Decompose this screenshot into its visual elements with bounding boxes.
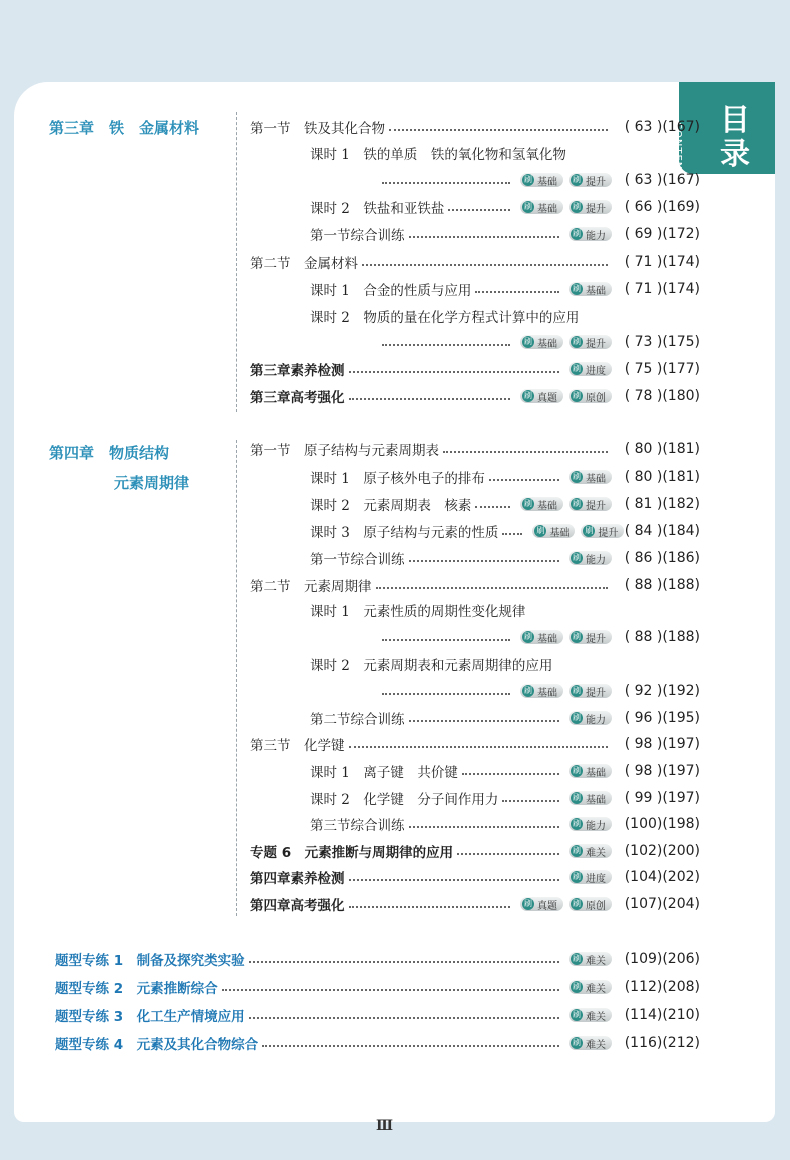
level-badge-label: 基础 bbox=[537, 176, 557, 188]
brush-icon: 刷 bbox=[573, 1038, 581, 1047]
toc-entry[interactable] bbox=[310, 278, 700, 300]
page-ref: (102)(200) bbox=[624, 843, 700, 859]
level-badge bbox=[569, 173, 612, 187]
page-ref: ( 63 )(167) bbox=[624, 119, 700, 135]
brush-icon: 刷 bbox=[573, 686, 581, 695]
brush-icon: 刷 bbox=[524, 337, 532, 346]
dot-leader bbox=[462, 773, 559, 775]
dot-leader bbox=[489, 479, 559, 481]
brush-icon: 刷 bbox=[585, 526, 594, 535]
page-ref: ( 78 )(180) bbox=[624, 388, 700, 404]
dot-leader bbox=[389, 129, 608, 131]
toc-entry[interactable] bbox=[310, 653, 552, 675]
toc-entry-label: 课时 2 物质的量在化学方程式计算中的应用 bbox=[310, 310, 580, 326]
dot-leader bbox=[502, 533, 522, 535]
brush-icon: 刷 bbox=[573, 982, 581, 991]
toc-entry-label: 第一节 原子结构与元素周期表 bbox=[250, 443, 439, 459]
dot-leader bbox=[349, 371, 560, 373]
level-badge-label: 能力 bbox=[586, 554, 606, 566]
dot-leader bbox=[262, 1045, 559, 1047]
brush-icon: 刷 bbox=[573, 175, 581, 184]
toc-entry[interactable] bbox=[378, 626, 700, 648]
level-badge bbox=[569, 870, 612, 884]
dot-leader bbox=[475, 506, 510, 508]
toc-entry-label: 课时 1 离子键 共价键 bbox=[310, 765, 458, 781]
toc-entry[interactable] bbox=[55, 1032, 700, 1054]
toc-entry[interactable] bbox=[250, 866, 700, 888]
level-badge-label: 原创 bbox=[586, 900, 606, 912]
toc-entry[interactable] bbox=[250, 251, 700, 273]
level-badge-label: 基础 bbox=[586, 285, 606, 297]
dot-leader bbox=[475, 291, 559, 293]
toc-entry[interactable] bbox=[310, 142, 566, 164]
toc-entry-label: 第二节综合训练 bbox=[310, 712, 405, 728]
level-badge bbox=[569, 630, 612, 644]
brush-icon: 刷 bbox=[573, 872, 581, 881]
toc-entry-label: 第三节综合训练 bbox=[310, 818, 405, 834]
brush-icon: 刷 bbox=[524, 499, 532, 508]
level-badge-label: 能力 bbox=[586, 230, 606, 242]
page-ref: ( 88 )(188) bbox=[624, 629, 700, 645]
level-badge bbox=[569, 1036, 612, 1050]
page-ref: (107)(204) bbox=[624, 896, 700, 912]
brush-icon: 刷 bbox=[573, 819, 581, 828]
brush-icon: 刷 bbox=[573, 793, 581, 802]
toc-entry-label: 第一节综合训练 bbox=[310, 552, 405, 568]
level-badge-label: 基础 bbox=[586, 794, 606, 806]
dot-leader bbox=[502, 800, 559, 802]
brush-icon: 刷 bbox=[573, 713, 581, 722]
toc-entry[interactable] bbox=[250, 358, 700, 380]
brush-icon: 刷 bbox=[524, 632, 532, 641]
level-badge bbox=[569, 952, 612, 966]
toc-entry[interactable] bbox=[250, 840, 700, 862]
contents-title: 目录 bbox=[720, 103, 750, 172]
dot-leader bbox=[443, 451, 608, 453]
toc-entry[interactable] bbox=[310, 813, 700, 835]
toc-entry-label: 第三节 化学键 bbox=[250, 738, 345, 754]
dot-leader bbox=[382, 693, 510, 695]
level-badge bbox=[520, 389, 563, 403]
page-ref: ( 99 )(197) bbox=[624, 790, 700, 806]
page-ref: (109)(206) bbox=[624, 951, 700, 967]
toc-entry[interactable] bbox=[378, 331, 700, 353]
toc-entry[interactable] bbox=[55, 1004, 700, 1026]
level-badge-label: 基础 bbox=[537, 687, 557, 699]
level-badge bbox=[569, 791, 612, 805]
toc-entry-label: 课时 3 原子结构与元素的性质 bbox=[310, 525, 499, 541]
toc-entry[interactable] bbox=[310, 760, 700, 782]
page-ref: (114)(210) bbox=[624, 1007, 700, 1023]
toc-entry[interactable] bbox=[310, 787, 700, 809]
page-ref: ( 80 )(181) bbox=[624, 469, 700, 485]
toc-entry-label: 题型专练 1 制备及探究类实验 bbox=[55, 953, 245, 969]
level-badge-label: 提升 bbox=[586, 176, 606, 188]
brush-icon: 刷 bbox=[573, 202, 581, 211]
dot-leader bbox=[349, 879, 560, 881]
page-ref: ( 81 )(182) bbox=[624, 496, 700, 512]
page-ref: ( 92 )(192) bbox=[624, 683, 700, 699]
page-ref: ( 66 )(169) bbox=[624, 199, 700, 215]
toc-entry[interactable] bbox=[55, 948, 700, 970]
toc-entry[interactable] bbox=[250, 574, 700, 596]
page-ref: ( 71 )(174) bbox=[624, 281, 700, 297]
dot-leader bbox=[409, 236, 560, 238]
brush-icon: 刷 bbox=[573, 229, 581, 238]
level-badge bbox=[569, 844, 612, 858]
brush-icon: 刷 bbox=[573, 846, 581, 855]
page-ref: (100)(198) bbox=[624, 816, 700, 832]
level-badge-label: 提升 bbox=[598, 527, 619, 539]
page-number: Ⅲ bbox=[376, 1118, 394, 1134]
level-badge bbox=[569, 335, 612, 349]
dot-leader bbox=[222, 989, 559, 991]
chapter-4-divider bbox=[236, 440, 237, 916]
level-badge bbox=[520, 173, 563, 187]
toc-entry[interactable] bbox=[310, 599, 525, 621]
level-badge bbox=[569, 282, 612, 296]
dot-leader bbox=[382, 182, 510, 184]
level-badge bbox=[569, 551, 612, 565]
page-ref: ( 98 )(197) bbox=[624, 763, 700, 779]
chapter-3-title: 第三章 铁 金属材料 bbox=[49, 119, 200, 137]
toc-entry-label: 第四章素养检测 bbox=[250, 871, 345, 887]
toc-entry[interactable] bbox=[310, 493, 700, 515]
toc-entry[interactable] bbox=[310, 466, 700, 488]
level-badge bbox=[520, 335, 563, 349]
dot-leader bbox=[382, 639, 510, 641]
level-badge bbox=[569, 711, 612, 725]
level-badge-label: 能力 bbox=[586, 820, 606, 832]
toc-entry[interactable] bbox=[310, 547, 700, 569]
level-badge-label: 能力 bbox=[586, 714, 606, 726]
brush-icon: 刷 bbox=[573, 954, 581, 963]
dot-leader bbox=[448, 209, 510, 211]
toc-entry-label: 第一节综合训练 bbox=[310, 228, 405, 244]
level-badge-label: 难关 bbox=[586, 955, 606, 967]
toc-entry-label: 课时 2 化学键 分子间作用力 bbox=[310, 792, 499, 808]
toc-entry-label: 课时 1 铁的单质 铁的氧化物和氢氧化物 bbox=[310, 147, 566, 163]
brush-icon: 刷 bbox=[573, 337, 581, 346]
level-badge-label: 基础 bbox=[537, 500, 557, 512]
level-badge-label: 基础 bbox=[537, 633, 557, 645]
level-badge bbox=[569, 362, 612, 376]
page-ref: ( 69 )(172) bbox=[624, 226, 700, 242]
brush-icon: 刷 bbox=[524, 175, 532, 184]
level-badge-label: 难关 bbox=[586, 983, 606, 995]
toc-entry-label: 课时 2 元素周期表 核素 bbox=[310, 498, 472, 514]
toc-entry[interactable] bbox=[250, 116, 700, 138]
level-badge-label: 基础 bbox=[537, 338, 557, 350]
level-badge-label: 原创 bbox=[586, 392, 606, 404]
toc-entry[interactable] bbox=[310, 707, 700, 729]
contents-subtitle: CONTENTS bbox=[672, 122, 683, 185]
dot-leader bbox=[457, 853, 559, 855]
level-badge-label: 进度 bbox=[586, 365, 606, 377]
level-badge bbox=[581, 524, 624, 538]
dot-leader bbox=[409, 826, 560, 828]
page-ref: ( 73 )(175) bbox=[624, 334, 700, 350]
toc-entry-label: 第三章高考强化 bbox=[250, 390, 345, 406]
level-badge bbox=[569, 497, 612, 511]
dot-leader bbox=[349, 398, 511, 400]
toc-entry-label: 第三章素养检测 bbox=[250, 363, 345, 379]
level-badge-label: 基础 bbox=[549, 527, 570, 539]
toc-entry[interactable] bbox=[250, 893, 700, 915]
dot-leader bbox=[349, 746, 609, 748]
brush-icon: 刷 bbox=[573, 364, 581, 373]
level-badge bbox=[569, 389, 612, 403]
level-badge bbox=[520, 897, 563, 911]
toc-entry[interactable] bbox=[250, 438, 700, 460]
level-badge-label: 真题 bbox=[537, 900, 557, 912]
toc-entry-label: 题型专练 2 元素推断综合 bbox=[55, 981, 218, 997]
toc-entry-label: 题型专练 3 化工生产情境应用 bbox=[55, 1009, 245, 1025]
toc-entry-label: 第二节 元素周期律 bbox=[250, 579, 372, 595]
level-badge-label: 提升 bbox=[586, 687, 606, 699]
toc-entry-label: 课时 1 合金的性质与应用 bbox=[310, 283, 472, 299]
level-badge bbox=[520, 497, 563, 511]
toc-entry[interactable] bbox=[310, 305, 579, 327]
page-ref: (116)(212) bbox=[624, 1035, 700, 1051]
toc-entry-label: 课时 2 铁盐和亚铁盐 bbox=[310, 201, 445, 217]
page-ref: ( 63 )(167) bbox=[624, 172, 700, 188]
brush-icon: 刷 bbox=[573, 899, 581, 908]
level-badge-label: 基础 bbox=[586, 473, 606, 485]
level-badge-label: 基础 bbox=[586, 767, 606, 779]
toc-entry[interactable] bbox=[310, 196, 700, 218]
level-badge bbox=[532, 524, 575, 538]
level-badge bbox=[569, 764, 612, 778]
level-badge bbox=[569, 1008, 612, 1022]
brush-icon: 刷 bbox=[573, 1010, 581, 1019]
chapter-3-divider bbox=[236, 112, 237, 412]
toc-entry-label: 课时 1 元素性质的周期性变化规律 bbox=[310, 604, 526, 620]
toc-entry[interactable] bbox=[250, 733, 700, 755]
page-ref: ( 86 )(186) bbox=[624, 550, 700, 566]
dot-leader bbox=[409, 560, 560, 562]
level-badge-label: 提升 bbox=[586, 500, 606, 512]
level-badge-label: 提升 bbox=[586, 633, 606, 645]
toc-entry-label: 课时 1 原子核外电子的排布 bbox=[310, 471, 485, 487]
toc-entry-label: 第一节 铁及其化合物 bbox=[250, 121, 385, 137]
brush-icon: 刷 bbox=[524, 391, 532, 400]
brush-icon: 刷 bbox=[573, 766, 581, 775]
level-badge bbox=[569, 684, 612, 698]
page-ref: ( 84 )(184) bbox=[624, 523, 700, 539]
dot-leader bbox=[362, 264, 608, 266]
page-ref: ( 96 )(195) bbox=[624, 710, 700, 726]
level-badge-label: 提升 bbox=[586, 203, 606, 215]
dot-leader bbox=[349, 906, 511, 908]
toc-entry-label: 专题 6 元素推断与周期律的应用 bbox=[250, 845, 454, 861]
brush-icon: 刷 bbox=[524, 686, 532, 695]
dot-leader bbox=[409, 720, 560, 722]
level-badge-label: 难关 bbox=[586, 847, 606, 859]
dot-leader bbox=[376, 587, 609, 589]
brush-icon: 刷 bbox=[573, 632, 581, 641]
toc-entry-label: 第四章高考强化 bbox=[250, 898, 345, 914]
toc-entry[interactable] bbox=[250, 385, 700, 407]
level-badge bbox=[520, 630, 563, 644]
chapter-4-title: 第四章 物质结构 元素周期律 bbox=[49, 444, 190, 492]
brush-icon: 刷 bbox=[573, 553, 581, 562]
toc-entry[interactable] bbox=[310, 520, 700, 542]
level-badge bbox=[520, 684, 563, 698]
level-badge-label: 真题 bbox=[537, 392, 557, 404]
brush-icon: 刷 bbox=[524, 899, 532, 908]
brush-icon: 刷 bbox=[573, 391, 581, 400]
level-badge bbox=[569, 227, 612, 241]
brush-icon: 刷 bbox=[573, 472, 581, 481]
level-badge bbox=[569, 980, 612, 994]
level-badge bbox=[569, 200, 612, 214]
toc-entry[interactable] bbox=[310, 223, 700, 245]
brush-icon: 刷 bbox=[524, 202, 532, 211]
toc-entry[interactable] bbox=[378, 680, 700, 702]
brush-icon: 刷 bbox=[536, 526, 545, 535]
level-badge-label: 基础 bbox=[537, 203, 557, 215]
level-badge-label: 进度 bbox=[586, 873, 606, 885]
page-ref: ( 71 )(174) bbox=[624, 254, 700, 270]
brush-icon: 刷 bbox=[573, 499, 581, 508]
level-badge-label: 提升 bbox=[586, 338, 606, 350]
toc-entry-label: 课时 2 元素周期表和元素周期律的应用 bbox=[310, 658, 553, 674]
brush-icon: 刷 bbox=[573, 284, 581, 293]
dot-leader bbox=[249, 1017, 559, 1019]
page-ref: ( 88 )(188) bbox=[624, 577, 700, 593]
toc-entry-label: 题型专练 4 元素及其化合物综合 bbox=[55, 1037, 259, 1053]
level-badge-label: 难关 bbox=[586, 1011, 606, 1023]
level-badge-label: 难关 bbox=[586, 1039, 606, 1051]
dot-leader bbox=[382, 344, 510, 346]
toc-entry-label: 第二节 金属材料 bbox=[250, 256, 358, 272]
toc-entry[interactable] bbox=[378, 169, 700, 191]
toc-entry[interactable] bbox=[55, 976, 700, 998]
level-badge bbox=[569, 817, 612, 831]
level-badge bbox=[520, 200, 563, 214]
level-badge bbox=[569, 470, 612, 484]
level-badge bbox=[569, 897, 612, 911]
page-ref: ( 80 )(181) bbox=[624, 441, 700, 457]
page-ref: ( 75 )(177) bbox=[624, 361, 700, 377]
page-ref: (112)(208) bbox=[624, 979, 700, 995]
page-ref: (104)(202) bbox=[624, 869, 700, 885]
page-ref: ( 98 )(197) bbox=[624, 736, 700, 752]
dot-leader bbox=[249, 961, 559, 963]
